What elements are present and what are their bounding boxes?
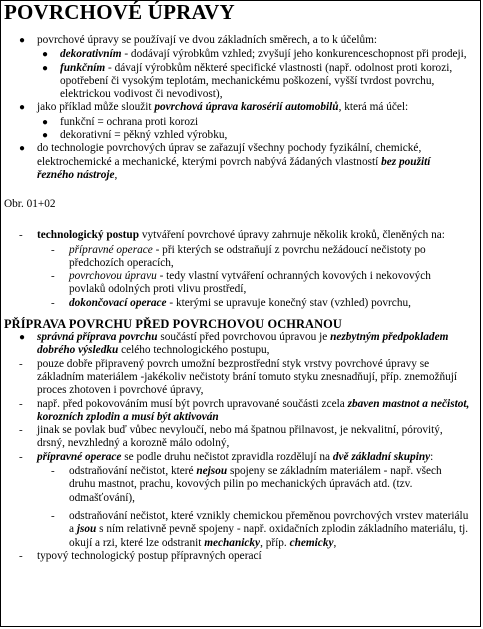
term: dekorativním: [60, 48, 122, 61]
bullet-icon: ●: [42, 116, 49, 128]
list-item-text: celého technologického postupu,: [118, 344, 270, 357]
list-item-text: jako příklad může sloužit: [37, 101, 155, 114]
bullet-icon: ●: [42, 130, 49, 142]
list-item-text: - tedy vlastní vytváření ochranných kovových i nekovových povlaků odolných proti vlivu prostředí,: [69, 270, 431, 296]
list-item-text: - dávají výrobkům některé specifické vlastnosti (např. odolnost proti korozi, opotřebení či vysokým teplotám, mechanickému poškození, vyšší tvrdost povrchu, elektrickou vodivost či nevodivost),: [60, 61, 453, 101]
term: správná příprava povrchu: [37, 331, 158, 344]
bullet-icon: ●: [19, 35, 26, 46]
list-item: [51, 465, 470, 505]
dash-bullet-icon: -: [19, 424, 23, 437]
list-item: [19, 450, 476, 550]
list-item-text: se podle druhu nečistot zpravidla rozdělují na: [121, 450, 333, 463]
list-item-text: odstraňování nečistot, které: [69, 465, 197, 478]
operations-list: [4, 451, 476, 563]
list-item: [19, 357, 476, 398]
term: mechanicky: [204, 536, 261, 549]
dash-bullet-icon: -: [51, 296, 55, 309]
bullet-icon: ●: [19, 143, 26, 155]
list-item-text: - kterými se upravuje konečný stav (vzhled) povrchu,: [166, 296, 411, 309]
term: nezbytným předpokladem dobrého výsledku: [37, 331, 449, 357]
term: funkčním: [60, 61, 106, 74]
list-item-text: ,: [333, 536, 337, 549]
dash-bullet-icon: -: [19, 397, 23, 410]
list-item: [42, 61, 470, 102]
list-item-text: odstraňování nečistot, které vznikly chemickou přeměnou povrchových vrstev materiálu a: [69, 509, 469, 536]
list-item-text: ,: [114, 168, 118, 181]
dash-bullet-icon: -: [19, 229, 23, 242]
bullet-icon: ●: [42, 62, 49, 74]
dash-bullet-icon: -: [19, 357, 23, 370]
list-item: [51, 270, 470, 297]
list-item: [19, 101, 476, 142]
dash-bullet-icon: -: [51, 465, 55, 478]
bullet-icon: ●: [19, 332, 26, 344]
dash-bullet-icon: -: [19, 549, 23, 562]
list-item-text: do technologie povrchových úprav se zařazují všechny pochody fyzikální, chemické, elektrochemické a mechanické, kterými povrch nabývá žádaných vlastností: [37, 142, 422, 168]
bullet-icon: ●: [19, 102, 26, 114]
list-item-text: pouze dobře připravený povrch umožní bezprostřední styk vrstvy povrchové úpravy se základním materiálem -jakékoliv nečistoty brání tomuto styku znesnadňují, příp. znemožňují proces zhotoven i povrchové úpravy,: [37, 357, 458, 397]
list-item: [51, 509, 470, 550]
term: povrchovou úpravu: [69, 270, 157, 283]
list-item: [42, 115, 470, 129]
term: jsou: [76, 523, 97, 536]
list-item: [19, 331, 476, 358]
term: zbaven mastnot a nečistot, korozních zplodin a musí být aktivován: [37, 397, 470, 423]
dash-bullet-icon: -: [51, 243, 55, 256]
list-item-text: dekorativní = pěkný vzhled výrobku,: [60, 129, 228, 142]
sublist: [37, 48, 470, 101]
list-item-text: s ním relativně pevně spojeny - např. oxidačních zplodin základního materiálu, tj. okují a rzi, které lze odstranit: [69, 523, 469, 549]
term: bez použití řezného nástroje: [37, 155, 431, 181]
list-item-text: - dodávají výrobkům vzhled; zvyšují jeho konkurenceschopnost při prodeji,: [121, 48, 467, 61]
bullet-icon: ●: [42, 49, 49, 61]
list-item-text: např. před pokovováním musí být povrch upravované součásti zcela: [37, 397, 348, 410]
list-item: [19, 397, 476, 425]
dash-bullet-icon: -: [19, 450, 23, 463]
list-item-text: součástí před povrchovou úpravou je: [157, 331, 331, 344]
page-title: POVRCHOVÉ ÚPRAVY: [4, 0, 235, 24]
figure-reference: Obr. 01+02: [4, 198, 56, 211]
term: přípravné operace: [37, 450, 122, 463]
list-item: [19, 424, 476, 451]
list-item-text: , která má účel:: [338, 101, 409, 114]
sublist: [37, 244, 470, 310]
list-item: [19, 142, 476, 182]
list-item-text: typový technologický postup přípravných operací: [37, 549, 262, 562]
dash-bullet-icon: -: [51, 509, 55, 522]
term: přípravné operace: [69, 243, 153, 256]
list-item-text: , příp.: [260, 536, 290, 549]
sublist: [37, 116, 470, 143]
term: dvě základní skupiny: [332, 450, 431, 463]
term: technologický postup: [37, 229, 140, 242]
list-item: [51, 296, 470, 310]
list-item-text: jinak se povlak buď vůbec nevyloučí, nebo má špatnou přilnavost, je nekvalitní, pórovitý, drsný, nevzhledný a korozně málo odolný,: [37, 424, 443, 450]
list-item-text: povrchové úpravy se používají ve dvou základních směrech, a to k účelům:: [37, 34, 378, 46]
dash-bullet-icon: -: [51, 270, 55, 283]
list-item: [19, 229, 476, 310]
list-item-text: :: [430, 450, 434, 463]
list-item: [19, 34, 476, 101]
list-item-text: vytváření povrchové úpravy zahrnuje několik kroků, členěných na:: [139, 229, 445, 242]
term: povrchová úprava karosérií automobilů: [154, 101, 339, 114]
preparation-list: [4, 331, 476, 451]
term: chemicky: [289, 536, 334, 549]
list-item-text: - při kterých se odstraňují z povrchu nežádoucí nečistoty po předchozích operacích,: [69, 243, 426, 269]
list-item: [51, 243, 470, 271]
term: dokončovací operace: [69, 296, 167, 309]
sublist: [37, 465, 470, 550]
section-heading: PŘÍPRAVA POVRCHU PŘED POVRCHOVOU OCHRANOU: [4, 317, 342, 332]
intro-list: [4, 34, 476, 182]
list-item: [42, 48, 470, 61]
term: nejsou: [196, 465, 228, 478]
list-item-text: spojeny se základním materiálem - např. všech druhu mastnot, prachu, kovových pilin po mechanických úpravách atd. (tzv. odmašťování),: [69, 465, 442, 504]
list-item-text: funkční = ochrana proti korozi: [60, 115, 199, 128]
list-item: [42, 129, 470, 142]
procedure-list: [4, 229, 476, 310]
list-item: [19, 549, 476, 563]
